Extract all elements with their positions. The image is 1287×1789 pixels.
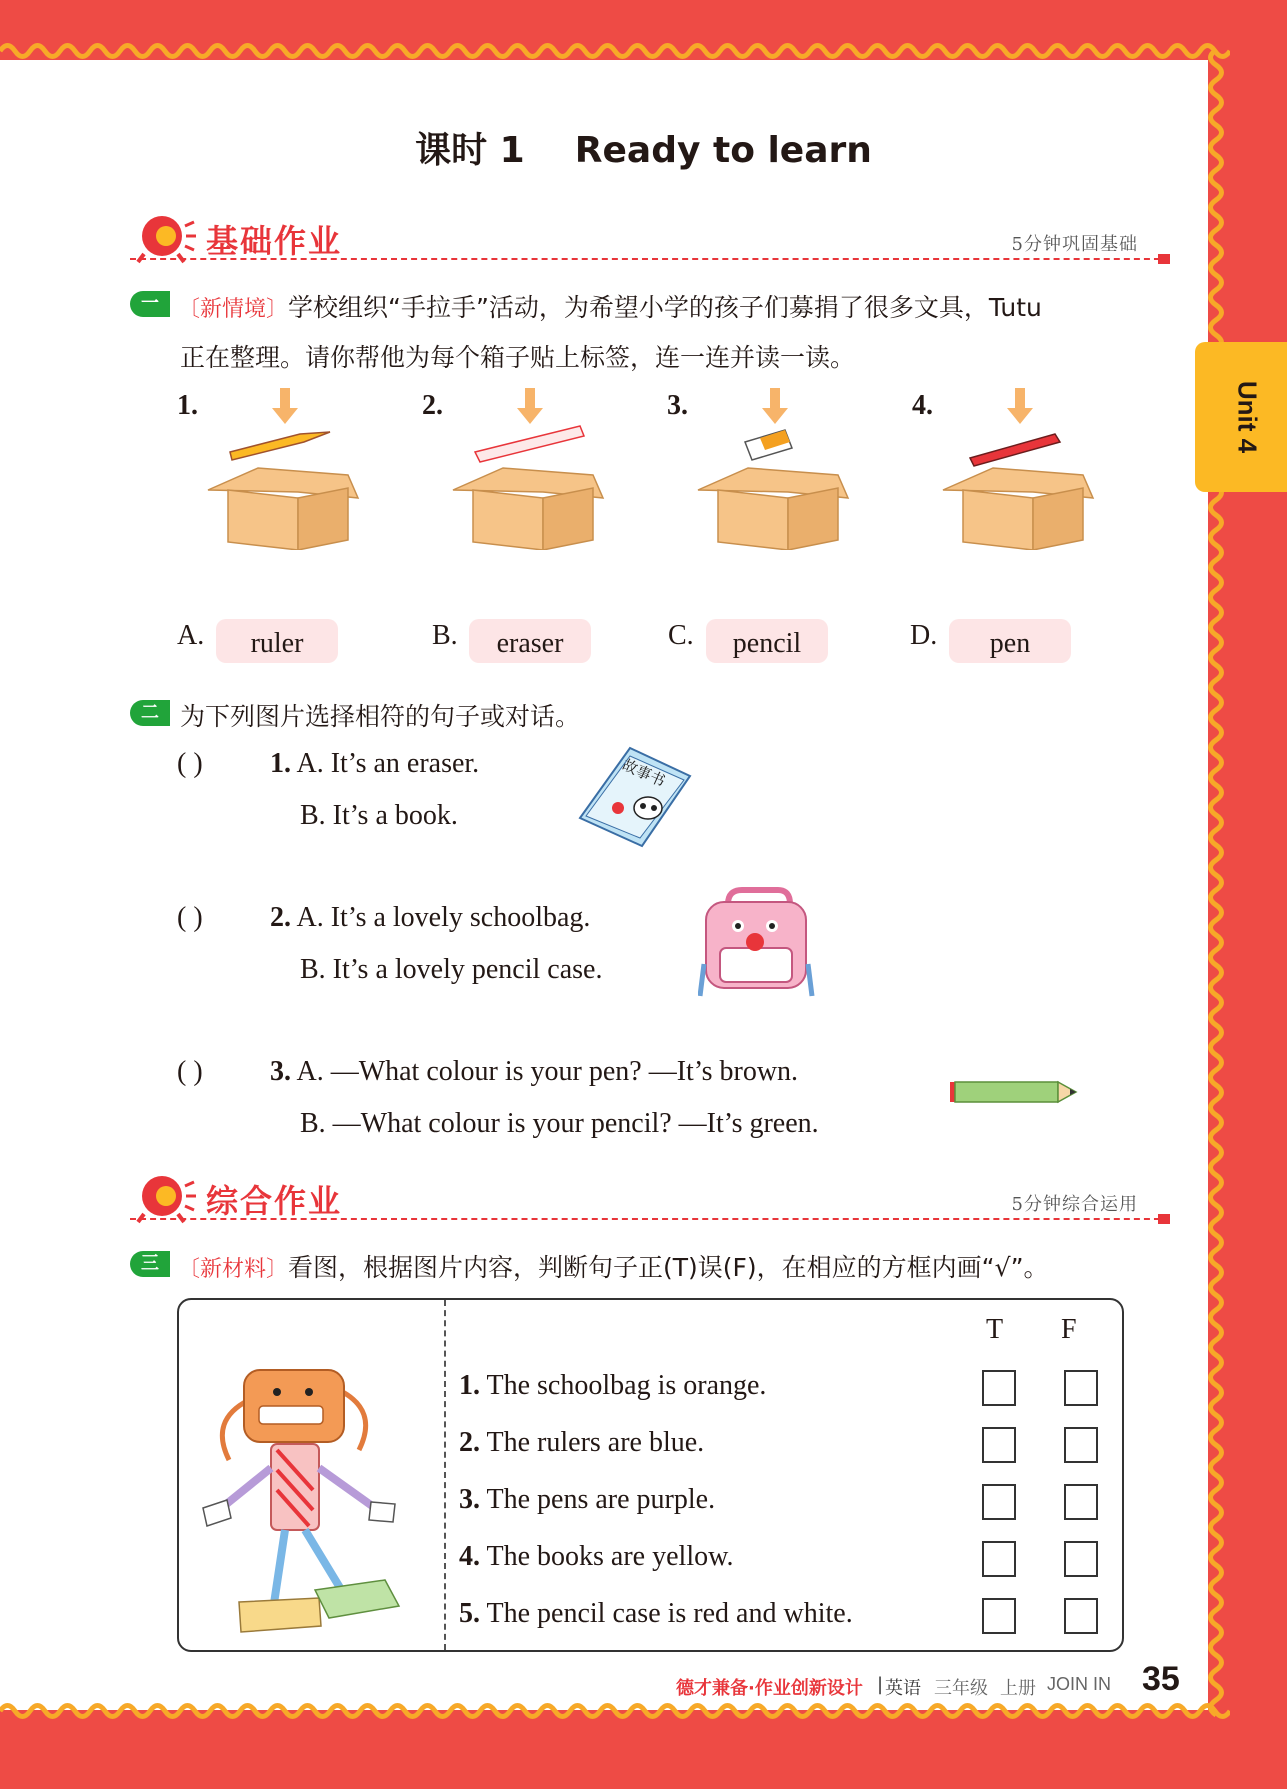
divider-end-mark — [1158, 254, 1170, 264]
statement-4-false-checkbox[interactable] — [1064, 1541, 1098, 1577]
statement-2-false-checkbox[interactable] — [1064, 1427, 1098, 1463]
pencil-icon — [230, 432, 330, 460]
statement-5-false-checkbox[interactable] — [1064, 1598, 1098, 1634]
statement-2 — [459, 1427, 704, 1459]
q3-bracket-label: 〔新材料〕 — [178, 1257, 289, 1282]
pink-schoolbag-icon — [698, 884, 818, 1008]
q2-item1-paren[interactable]: ( ) — [177, 748, 203, 779]
alarm-clock-icon — [130, 1168, 200, 1224]
divider-end-mark — [1158, 1214, 1170, 1224]
section-comprehensive-header — [130, 1168, 1170, 1228]
q1-text: 学校组织“手拉手”活动，为希望小学的孩子们募捐了很多文具，Tutu — [288, 293, 1042, 322]
option-d-word: pen — [949, 619, 1071, 663]
pen-icon — [970, 434, 1060, 466]
q2-item3-number: 3. — [270, 1056, 291, 1087]
statement-2-true-checkbox[interactable] — [982, 1427, 1016, 1463]
statement-5-true-checkbox[interactable] — [982, 1598, 1016, 1634]
panel-divider — [444, 1300, 446, 1650]
footer-brand: 德才兼备·作业创新设计 — [676, 1678, 863, 1699]
alarm-clock-icon — [130, 208, 200, 264]
option-a-word: ruler — [216, 619, 338, 663]
option-b-word: eraser — [469, 619, 591, 663]
column-true-header: T — [986, 1314, 1004, 1345]
q1-number-1: 1. — [177, 390, 198, 421]
q1-instruction-line1 — [178, 288, 1042, 324]
green-pencil-icon — [948, 1078, 1082, 1108]
section-basic-header — [130, 208, 1170, 268]
option-b-letter: B. — [432, 620, 458, 651]
q2-item3-line-a — [270, 1056, 798, 1088]
q2-item2-option-a: A. It’s a lovely schoolbag. — [296, 902, 591, 933]
storybook-icon — [570, 738, 695, 848]
statement-4-text: The books are yellow. — [486, 1541, 734, 1572]
footer-edition: JOIN IN — [1047, 1674, 1112, 1694]
section-divider — [130, 1218, 1170, 1220]
lesson-title: 课时 1 Ready to learn — [415, 130, 872, 171]
top-wavy-border — [0, 40, 1230, 62]
q1-bracket-label: 〔新情境〕 — [178, 297, 289, 322]
storybook-label: 故事书 — [619, 755, 668, 791]
footer-grade: 三年级 — [934, 1678, 988, 1699]
footer-volume: 上册 — [1000, 1678, 1036, 1699]
q3-text: 看图，根据图片内容，判断句子正(T)误(F)，在相应的方框内画“√”。 — [288, 1253, 1049, 1282]
section-basic-subtitle: 5分钟巩固基础 — [1011, 234, 1138, 255]
statement-3-text: The pens are purple. — [486, 1484, 716, 1515]
statement-4-number: 4. — [459, 1541, 480, 1572]
q2-item1-option-b: B. It’s a book. — [300, 800, 458, 831]
statement-3-true-checkbox[interactable] — [982, 1484, 1016, 1520]
schoolbag-character-illustration — [189, 1340, 439, 1640]
statement-1-false-checkbox[interactable] — [1064, 1370, 1098, 1406]
q2-item2-paren[interactable]: ( ) — [177, 902, 203, 933]
eraser-icon — [745, 430, 792, 460]
q2-item1-number: 1. — [270, 748, 291, 779]
q2-instruction: 为下列图片选择相符的句子或对话。 — [180, 702, 581, 731]
section-basic-label: 基础作业 — [206, 222, 343, 260]
statement-3 — [459, 1484, 715, 1516]
option-d-letter: D. — [910, 620, 938, 651]
option-c-word: pencil — [706, 619, 828, 663]
column-false-header: F — [1061, 1314, 1077, 1345]
unit-tab-label: Unit 4 — [1232, 380, 1263, 454]
ruler-icon — [475, 426, 584, 462]
q2-item2-line-a — [270, 902, 590, 934]
q1-instruction-line2: 正在整理。请你帮他为每个箱子贴上标签，连一连并读一读。 — [180, 343, 856, 372]
statement-4 — [459, 1541, 734, 1573]
statement-3-false-checkbox[interactable] — [1064, 1484, 1098, 1520]
bottom-wavy-border — [0, 1700, 1230, 1722]
q1-tag: 一 — [130, 291, 170, 317]
section-divider — [130, 258, 1170, 260]
statement-1 — [459, 1370, 766, 1402]
unit-tab — [1195, 342, 1287, 492]
down-arrow-icon — [272, 388, 1033, 424]
statement-1-number: 1. — [459, 1370, 480, 1401]
footer-separator: | — [877, 1674, 884, 1695]
q1-number-3: 3. — [667, 390, 688, 421]
true-false-panel — [177, 1298, 1124, 1652]
statement-2-text: The rulers are blue. — [486, 1427, 705, 1458]
option-a-letter: A. — [177, 620, 205, 651]
statement-5-text: The pencil case is red and white. — [486, 1598, 853, 1629]
q2-item3-option-a: A. —What colour is your pen? —It’s brown. — [296, 1056, 799, 1087]
q3-tag: 三 — [130, 1251, 170, 1277]
footer-subject: 英语 — [885, 1678, 921, 1699]
right-wavy-border — [1205, 50, 1227, 1720]
statement-5 — [459, 1598, 853, 1630]
statement-4-true-checkbox[interactable] — [982, 1541, 1016, 1577]
box-icon — [208, 468, 1093, 550]
page-number: 35 — [1142, 1660, 1180, 1698]
q2-tag: 二 — [130, 700, 170, 726]
q2-item1-option-a: A. It’s an eraser. — [296, 748, 480, 779]
q2-item2-number: 2. — [270, 902, 291, 933]
statement-2-number: 2. — [459, 1427, 480, 1458]
statement-3-number: 3. — [459, 1484, 480, 1515]
statement-5-number: 5. — [459, 1598, 480, 1629]
section-comprehensive-subtitle: 5分钟综合运用 — [1011, 1194, 1138, 1215]
q2-item3-paren[interactable]: ( ) — [177, 1056, 203, 1087]
q1-number-2: 2. — [422, 390, 443, 421]
statement-1-true-checkbox[interactable] — [982, 1370, 1016, 1406]
option-c-letter: C. — [668, 620, 694, 651]
q1-number-4: 4. — [912, 390, 933, 421]
statement-1-text: The schoolbag is orange. — [486, 1370, 767, 1401]
q2-item2-option-b: B. It’s a lovely pencil case. — [300, 954, 603, 985]
q2-item1-line-a — [270, 748, 479, 780]
section-comprehensive-label: 综合作业 — [206, 1182, 343, 1220]
q2-item3-option-b: B. —What colour is your pencil? —It’s green. — [300, 1108, 819, 1139]
q3-instruction — [178, 1248, 1049, 1284]
q1-boxes-illustration — [200, 380, 1100, 550]
